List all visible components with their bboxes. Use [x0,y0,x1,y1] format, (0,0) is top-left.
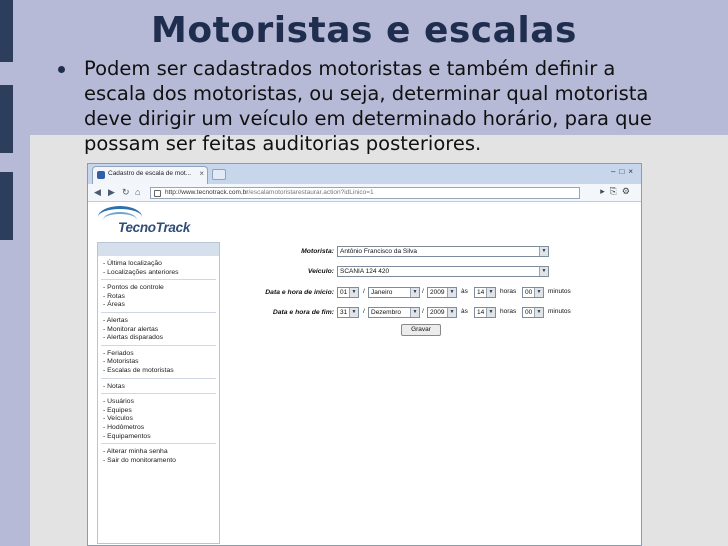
menu-item[interactable]: - Equipamentos [103,432,151,440]
inicio-year-select[interactable]: 2009 ▼ [427,287,457,298]
browser-window [87,163,642,546]
logo-text: TecnoTrack [118,220,191,235]
motorista-value: Antônio Francisco da Silva [340,248,417,255]
fim-label: Data e hora de fim: [272,309,334,316]
bullet-icon [58,66,65,73]
chevron-down-icon: ▼ [349,288,358,297]
veiculo-label: Veículo: [307,268,334,275]
chevron-down-icon: ▼ [534,308,543,317]
save-button[interactable]: Gravar [401,324,441,336]
chevron-down-icon: ▼ [539,267,548,276]
date-separator: / [422,308,424,315]
browser-tab[interactable] [92,166,208,184]
chevron-down-icon: ▼ [539,247,548,256]
menu-item[interactable]: - Motoristas [103,358,139,366]
inicio-label: Data e hora de início: [265,289,334,296]
menu-item[interactable]: - Feriados [103,349,134,357]
menu-item[interactable]: - Alertas disparados [103,334,164,342]
address-bar[interactable] [150,187,580,199]
fim-hour-select[interactable]: 14 ▼ [474,307,496,318]
forward-icon[interactable]: ▶ [108,187,115,197]
menu-item[interactable]: - Usuários [103,398,134,406]
horas-text: horas [500,288,517,295]
chevron-down-icon: ▼ [349,308,358,317]
menu-item[interactable]: - Sair do monitoramento [103,456,176,464]
favicon-icon [97,171,105,179]
reload-icon[interactable]: ↻ [122,187,130,197]
menu-divider [101,312,216,313]
menu-divider [101,279,216,280]
page-icon [154,190,161,197]
tab-title: Cadastro de escala de mot... [108,170,192,177]
motorista-label: Motorista: [301,248,334,255]
inicio-day-select[interactable]: 01 ▼ [337,287,359,298]
veiculo-value: SCANIA 124 420 [340,268,390,275]
menu-item[interactable]: - Escalas de motoristas [103,367,174,374]
fim-minute-select[interactable]: 00 ▼ [522,307,544,318]
new-tab-button[interactable] [212,169,226,180]
horas-text: horas [500,308,517,315]
close-tab-icon[interactable]: × [199,169,204,178]
window-controls[interactable]: –□× [611,167,637,176]
chevron-down-icon: ▼ [410,308,419,317]
as-text: às [461,288,468,295]
minutos-text: minutos [548,288,571,295]
back-icon[interactable]: ◀ [94,187,101,197]
slide-side-bar [0,85,13,153]
menu-item[interactable]: - Alterar minha senha [103,448,168,456]
toolbar-menu-icons[interactable]: ▸⎘⚙ [600,186,635,196]
inicio-month-select[interactable]: Janeiro ▼ [368,287,420,298]
veiculo-select[interactable] [337,266,549,277]
menu-divider [101,378,216,379]
menu-item[interactable]: - Localizações anteriores [103,268,179,276]
menu-divider [101,393,216,394]
chevron-down-icon: ▼ [534,288,543,297]
menu-item[interactable]: - Última localização [103,260,162,267]
slide-title: Motoristas e escalas [151,10,577,51]
home-icon[interactable]: ⌂ [135,187,141,197]
inicio-minute-select[interactable]: 00 ▼ [522,287,544,298]
date-separator: / [363,288,365,295]
chevron-down-icon: ▼ [410,288,419,297]
motorista-select[interactable] [337,246,549,257]
menu-item[interactable]: - Equipes [103,406,132,414]
fim-month-select[interactable]: Dezembro ▼ [368,307,420,318]
slide-bullet-text: Podem ser cadastrados motoristas e também definir a escala dos motoristas, ou seja, determinar qual motorista deve dirigir um veículo em determinado horário, para que possam ser feitas auditorias posteriores. [84,57,652,155]
chevron-down-icon: ▼ [486,308,495,317]
menu-divider [101,345,216,346]
menu-item[interactable]: - Rotas [103,292,125,300]
chevron-down-icon: ▼ [486,288,495,297]
tecnotrack-logo [98,204,218,240]
inicio-hour-select[interactable]: 14 ▼ [474,287,496,298]
as-text: às [461,308,468,315]
menu-item[interactable]: - Pontos de controle [103,284,164,292]
date-separator: / [422,288,424,295]
menu-item[interactable]: - Hodômetros [103,424,145,431]
browser-toolbar [88,184,641,202]
date-separator: / [363,308,365,315]
side-menu-header [98,243,219,256]
side-menu [97,242,220,544]
fim-year-select[interactable]: 2009 ▼ [427,307,457,318]
menu-item[interactable]: - Notas [103,382,125,390]
menu-divider [101,443,216,444]
chevron-down-icon: ▼ [447,288,456,297]
tab-strip [88,164,641,184]
chevron-down-icon: ▼ [447,308,456,317]
minutos-text: minutos [548,308,571,315]
menu-item[interactable]: - Áreas [103,301,125,309]
slide-side-bar [0,172,13,240]
address-url: http://www.tecnotrack.com.br/escalamotoristarestaurar.action?idLinico=1 [165,189,374,196]
menu-item[interactable]: - Alertas [103,317,128,324]
menu-item[interactable]: - Monitorar alertas [103,325,159,333]
menu-item[interactable]: - Veículos [103,415,133,423]
fim-day-select[interactable]: 31 ▼ [337,307,359,318]
